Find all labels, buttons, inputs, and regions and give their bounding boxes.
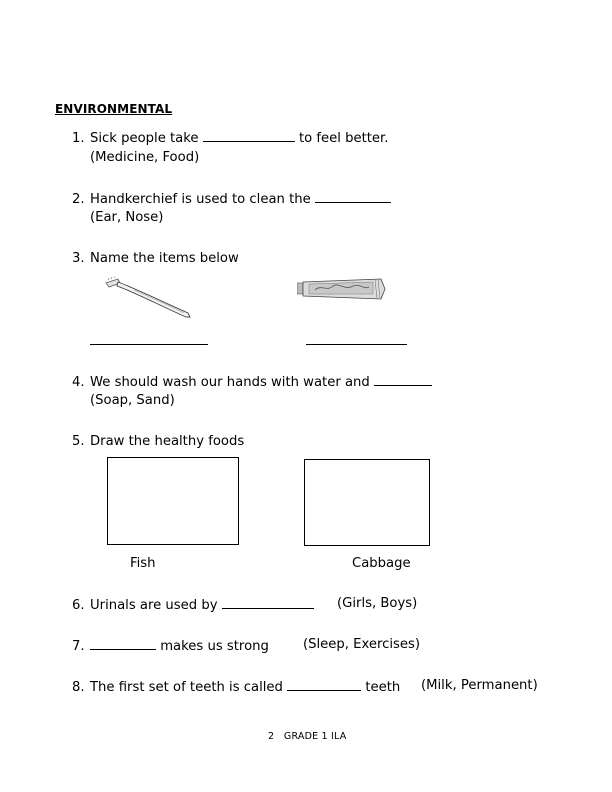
question-6: [72, 596, 314, 613]
page-number: 2: [268, 731, 275, 742]
question-1: [72, 129, 388, 146]
question-text: The first set of teeth is called: [90, 680, 283, 695]
question-number: 3.: [72, 251, 85, 266]
question-text-after: teeth: [365, 680, 401, 695]
toothpaste-icon: [297, 276, 387, 302]
question-4: [72, 373, 432, 390]
question-3: [72, 251, 239, 266]
question-5: [72, 434, 244, 449]
answer-blank[interactable]: [203, 129, 295, 142]
answer-blank[interactable]: [374, 373, 432, 386]
question-number: 5.: [72, 434, 85, 449]
question-text-after: makes us strong: [160, 639, 269, 654]
question-text: Name the items below: [90, 251, 239, 266]
page-footer: [268, 731, 346, 742]
caption-fish: Fish: [130, 556, 156, 571]
question-number: 8.: [72, 680, 85, 695]
question-text: Urinals are used by: [90, 598, 218, 613]
footer-label: GRADE 1 ILA: [283, 731, 347, 742]
question-8-options: (Milk, Permanent): [421, 678, 538, 693]
answer-blank[interactable]: [287, 678, 361, 691]
question-6-options: (Girls, Boys): [337, 596, 418, 611]
question-number: 2.: [72, 192, 85, 207]
question-text: Draw the healthy foods: [90, 434, 245, 449]
toothbrush-icon: [104, 276, 194, 322]
question-number: 7.: [72, 639, 85, 654]
question-text: Sick people take: [90, 131, 199, 146]
answer-blank[interactable]: [315, 190, 391, 203]
answer-line-toothpaste[interactable]: [306, 344, 407, 345]
caption-cabbage: Cabbage: [352, 556, 411, 571]
question-4-options: (Soap, Sand): [90, 393, 175, 408]
drawing-box-fish[interactable]: [107, 457, 239, 545]
drawing-box-cabbage[interactable]: [304, 459, 430, 546]
question-1-options: (Medicine, Food): [90, 150, 200, 165]
answer-blank[interactable]: [222, 596, 314, 609]
section-title: ENVIRONMENTAL: [55, 102, 173, 116]
question-text-after: to feel better.: [298, 131, 389, 146]
question-7-options: (Sleep, Exercises): [303, 637, 421, 652]
question-number: 1.: [72, 131, 85, 146]
question-2-options: (Ear, Nose): [90, 210, 164, 225]
question-8: [72, 678, 400, 695]
question-text: We should wash our hands with water and: [90, 375, 370, 390]
question-number: 6.: [72, 598, 85, 613]
answer-blank[interactable]: [90, 637, 156, 650]
answer-line-toothbrush[interactable]: [90, 344, 208, 345]
question-7: [72, 637, 269, 654]
question-text: Handkerchief is used to clean the: [90, 192, 311, 207]
question-2: [72, 190, 391, 207]
question-number: 4.: [72, 375, 85, 390]
